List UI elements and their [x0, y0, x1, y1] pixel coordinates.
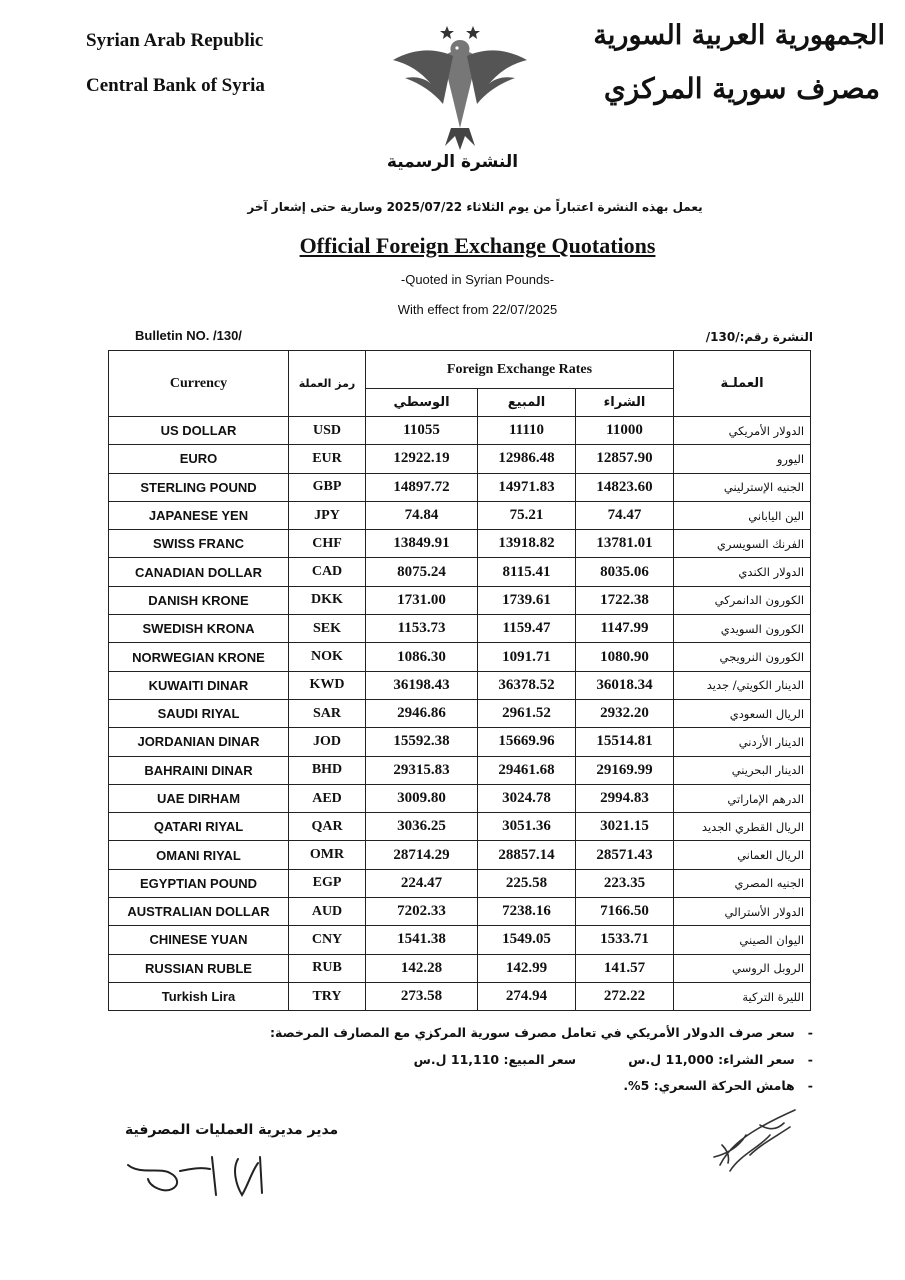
currency-code-cell: CNY: [289, 926, 366, 954]
buy-rate-cell: 1080.90: [576, 643, 674, 671]
currency-name-ar-cell: الكورون النرويجي: [674, 643, 811, 671]
currency-name-ar-cell: الكورون الدانمركي: [674, 586, 811, 614]
currency-name-ar-cell: الدينار البحريني: [674, 756, 811, 784]
table-row: [109, 869, 811, 897]
effect-date-en: With effect from 22/07/2025: [397, 302, 558, 317]
mid-rate-cell: 29315.83: [366, 756, 478, 784]
sell-rate-cell: 29461.68: [478, 756, 576, 784]
note-bullet: -: [807, 1078, 813, 1093]
currency-name-cell: QATARI RIYAL: [109, 813, 289, 841]
currency-name-ar-cell: الروبل الروسي: [674, 954, 811, 982]
mid-rate-cell: 11055: [366, 417, 478, 445]
table-row: [109, 417, 811, 445]
mid-rate-cell: 273.58: [366, 982, 478, 1010]
currency-name-cell: SAUDI RIYAL: [109, 699, 289, 727]
table-row: [109, 728, 811, 756]
exchange-rates-table: [108, 350, 811, 1011]
currency-name-ar-cell: الريال العماني: [674, 841, 811, 869]
sell-rate-cell: 225.58: [478, 869, 576, 897]
currency-code-cell: DKK: [289, 586, 366, 614]
currency-name-cell: JORDANIAN DINAR: [109, 728, 289, 756]
sell-rate-cell: 75.21: [478, 501, 576, 529]
note-bullet: -: [807, 1025, 813, 1040]
header-buy-ar: الشراء: [576, 389, 674, 417]
table-row: [109, 473, 811, 501]
sell-rate-cell: 1091.71: [478, 643, 576, 671]
currency-name-cell: UAE DIRHAM: [109, 784, 289, 812]
currency-name-cell: CHINESE YUAN: [109, 926, 289, 954]
currency-code-cell: OMR: [289, 841, 366, 869]
currency-name-cell: US DOLLAR: [109, 417, 289, 445]
note1-text: سعر صرف الدولار الأمريكي في تعامل مصرف سورية المركزي مع المصارف المرخصة:: [270, 1025, 795, 1040]
mid-rate-cell: 12922.19: [366, 445, 478, 473]
currency-name-ar-cell: الدينار الأردني: [674, 728, 811, 756]
effect-text-ar: يعمل بهذه النشرة اعتباراً من يوم الثلاثاء 2025/07/22 وسارية حتى إشعار آخر: [247, 200, 703, 214]
currency-code-cell: EUR: [289, 445, 366, 473]
sell-rate-cell: 15669.96: [478, 728, 576, 756]
rates-body: [109, 417, 811, 1011]
currency-name-cell: Turkish Lira: [109, 982, 289, 1010]
currency-name-cell: BAHRAINI DINAR: [109, 756, 289, 784]
currency-code-cell: TRY: [289, 982, 366, 1010]
mid-rate-cell: 1731.00: [366, 586, 478, 614]
buy-rate-cell: 8035.06: [576, 558, 674, 586]
sell-rate-cell: 3051.36: [478, 813, 576, 841]
header-country-en: Syrian Arab Republic: [86, 30, 264, 51]
buy-rate-cell: 141.57: [576, 954, 674, 982]
mid-rate-cell: 1541.38: [366, 926, 478, 954]
bulletin-number-ar: النشرة رقم:/130/: [705, 330, 813, 344]
currency-name-ar-cell: الفرنك السويسري: [674, 530, 811, 558]
sell-rate-cell: 1549.05: [478, 926, 576, 954]
currency-code-cell: JOD: [289, 728, 366, 756]
currency-name-cell: NORWEGIAN KRONE: [109, 643, 289, 671]
sell-rate-cell: 1159.47: [478, 615, 576, 643]
sell-rate-cell: 142.99: [478, 954, 576, 982]
buy-rate-cell: 272.22: [576, 982, 674, 1010]
table-row: [109, 784, 811, 812]
sell-rate-cell: 2961.52: [478, 699, 576, 727]
currency-code-cell: NOK: [289, 643, 366, 671]
sell-rate-cell: 28857.14: [478, 841, 576, 869]
currency-name-cell: DANISH KRONE: [109, 586, 289, 614]
currency-name-cell: AUSTRALIAN DOLLAR: [109, 898, 289, 926]
initials-signature-icon: [700, 1105, 810, 1180]
sell-rate-cell: 13918.82: [478, 530, 576, 558]
currency-code-cell: SEK: [289, 615, 366, 643]
currency-code-cell: CHF: [289, 530, 366, 558]
sell-rate-cell: 11110: [478, 417, 576, 445]
currency-name-cell: RUSSIAN RUBLE: [109, 954, 289, 982]
note-bullet: -: [807, 1052, 813, 1067]
currency-code-cell: AUD: [289, 898, 366, 926]
currency-name-ar-cell: اليوان الصيني: [674, 926, 811, 954]
buy-rate-cell: 1147.99: [576, 615, 674, 643]
table-row: [109, 898, 811, 926]
currency-name-ar-cell: الدولار الكندي: [674, 558, 811, 586]
mid-rate-cell: 15592.38: [366, 728, 478, 756]
note-margin: [173, 1078, 813, 1093]
table-row: [109, 756, 811, 784]
mid-rate-cell: 1153.73: [366, 615, 478, 643]
mid-rate-cell: 7202.33: [366, 898, 478, 926]
currency-code-cell: USD: [289, 417, 366, 445]
buy-rate-cell: 12857.90: [576, 445, 674, 473]
mid-rate-cell: 224.47: [366, 869, 478, 897]
currency-code-cell: QAR: [289, 813, 366, 841]
buy-rate-cell: 3021.15: [576, 813, 674, 841]
table-row: [109, 841, 811, 869]
buy-rate-cell: 15514.81: [576, 728, 674, 756]
buy-rate-cell: 2932.20: [576, 699, 674, 727]
currency-name-cell: OMANI RIYAL: [109, 841, 289, 869]
header-currency-ar: العملـة: [674, 351, 811, 417]
buy-rate-cell: 74.47: [576, 501, 674, 529]
currency-name-cell: EGYPTIAN POUND: [109, 869, 289, 897]
signature-title-ar: مدير مديرية العمليات المصرفية: [125, 1122, 339, 1138]
document-title: Official Foreign Exchange Quotations: [299, 233, 656, 258]
currency-name-ar-cell: الدينار الكويتي/ جديد: [674, 671, 811, 699]
mid-rate-cell: 3009.80: [366, 784, 478, 812]
mid-rate-cell: 36198.43: [366, 671, 478, 699]
sell-rate-cell: 8115.41: [478, 558, 576, 586]
currency-code-cell: JPY: [289, 501, 366, 529]
header-mid-ar: الوسطي: [366, 389, 478, 417]
buy-rate-cell: 223.35: [576, 869, 674, 897]
sell-rate-cell: 3024.78: [478, 784, 576, 812]
currency-name-ar-cell: الجنيه الإسترليني: [674, 473, 811, 501]
buy-rate-cell: 2994.83: [576, 784, 674, 812]
note2-buy: سعر الشراء: 11,000 ل.س: [628, 1052, 795, 1067]
table-row: [109, 501, 811, 529]
sell-rate-cell: 274.94: [478, 982, 576, 1010]
header-bank-en: Central Bank of Syria: [86, 75, 265, 96]
mid-rate-cell: 8075.24: [366, 558, 478, 586]
currency-name-ar-cell: الكورون السويدي: [674, 615, 811, 643]
currency-code-cell: CAD: [289, 558, 366, 586]
header-rates: Foreign Exchange Rates: [366, 351, 674, 389]
note-buy-sell: [173, 1052, 813, 1067]
table-row: [109, 586, 811, 614]
table-row: [109, 926, 811, 954]
currency-name-ar-cell: الريال القطري الجديد: [674, 813, 811, 841]
currency-name-cell: KUWAITI DINAR: [109, 671, 289, 699]
header-code-ar: رمز العملة: [289, 351, 366, 417]
mid-rate-cell: 14897.72: [366, 473, 478, 501]
table-row: [109, 530, 811, 558]
header-country-ar: الجمهورية العربية السورية: [593, 20, 885, 51]
mid-rate-cell: 74.84: [366, 501, 478, 529]
header-sell-ar: المبيع: [478, 389, 576, 417]
currency-name-cell: CANADIAN DOLLAR: [109, 558, 289, 586]
currency-code-cell: BHD: [289, 756, 366, 784]
currency-name-cell: JAPANESE YEN: [109, 501, 289, 529]
currency-code-cell: AED: [289, 784, 366, 812]
mid-rate-cell: 142.28: [366, 954, 478, 982]
currency-name-ar-cell: الليرة التركية: [674, 982, 811, 1010]
buy-rate-cell: 29169.99: [576, 756, 674, 784]
table-row: [109, 813, 811, 841]
header-bank-ar: مصرف سورية المركزي: [603, 72, 880, 105]
sell-rate-cell: 14971.83: [478, 473, 576, 501]
sell-rate-cell: 36378.52: [478, 671, 576, 699]
table-row: [109, 954, 811, 982]
note2-sell: سعر المبيع: 11,110 ل.س: [413, 1052, 577, 1067]
mid-rate-cell: 1086.30: [366, 643, 478, 671]
sell-rate-cell: 12986.48: [478, 445, 576, 473]
sell-rate-cell: 7238.16: [478, 898, 576, 926]
currency-code-cell: RUB: [289, 954, 366, 982]
eagle-emblem-icon: [385, 18, 535, 158]
mid-rate-cell: 13849.91: [366, 530, 478, 558]
currency-name-ar-cell: الريال السعودي: [674, 699, 811, 727]
mid-rate-cell: 3036.25: [366, 813, 478, 841]
table-row: [109, 982, 811, 1010]
table-row: [109, 445, 811, 473]
currency-name-ar-cell: الدولار الأمريكي: [674, 417, 811, 445]
table-row: [109, 699, 811, 727]
note-exchange-rate: [173, 1025, 813, 1040]
buy-rate-cell: 11000: [576, 417, 674, 445]
table-row: [109, 671, 811, 699]
currency-name-ar-cell: الجنيه المصري: [674, 869, 811, 897]
currency-name-ar-cell: اليورو: [674, 445, 811, 473]
currency-name-cell: SWEDISH KRONA: [109, 615, 289, 643]
currency-name-ar-cell: الدرهم الإماراتي: [674, 784, 811, 812]
mid-rate-cell: 28714.29: [366, 841, 478, 869]
buy-rate-cell: 13781.01: [576, 530, 674, 558]
bulletin-number-en: Bulletin NO. /130/: [135, 328, 242, 343]
sell-rate-cell: 1739.61: [478, 586, 576, 614]
currency-name-cell: STERLING POUND: [109, 473, 289, 501]
buy-rate-cell: 7166.50: [576, 898, 674, 926]
currency-name-cell: SWISS FRANC: [109, 530, 289, 558]
bulletin-title-ar: النشرة الرسمية: [386, 152, 519, 172]
buy-rate-cell: 14823.60: [576, 473, 674, 501]
buy-rate-cell: 1533.71: [576, 926, 674, 954]
currency-code-cell: GBP: [289, 473, 366, 501]
table-row: [109, 558, 811, 586]
buy-rate-cell: 36018.34: [576, 671, 674, 699]
table-row: [109, 615, 811, 643]
currency-code-cell: SAR: [289, 699, 366, 727]
currency-name-ar-cell: الدولار الأسترالي: [674, 898, 811, 926]
note3-text: هامش الحركة السعري: 5%.: [623, 1078, 795, 1093]
buy-rate-cell: 28571.43: [576, 841, 674, 869]
header-currency: Currency: [109, 351, 289, 417]
signature-icon: [120, 1145, 290, 1215]
buy-rate-cell: 1722.38: [576, 586, 674, 614]
currency-code-cell: EGP: [289, 869, 366, 897]
currency-name-cell: EURO: [109, 445, 289, 473]
currency-code-cell: KWD: [289, 671, 366, 699]
table-row: [109, 643, 811, 671]
currency-name-ar-cell: الين الياباني: [674, 501, 811, 529]
quoted-subtitle: -Quoted in Syrian Pounds-: [400, 272, 555, 287]
mid-rate-cell: 2946.86: [366, 699, 478, 727]
